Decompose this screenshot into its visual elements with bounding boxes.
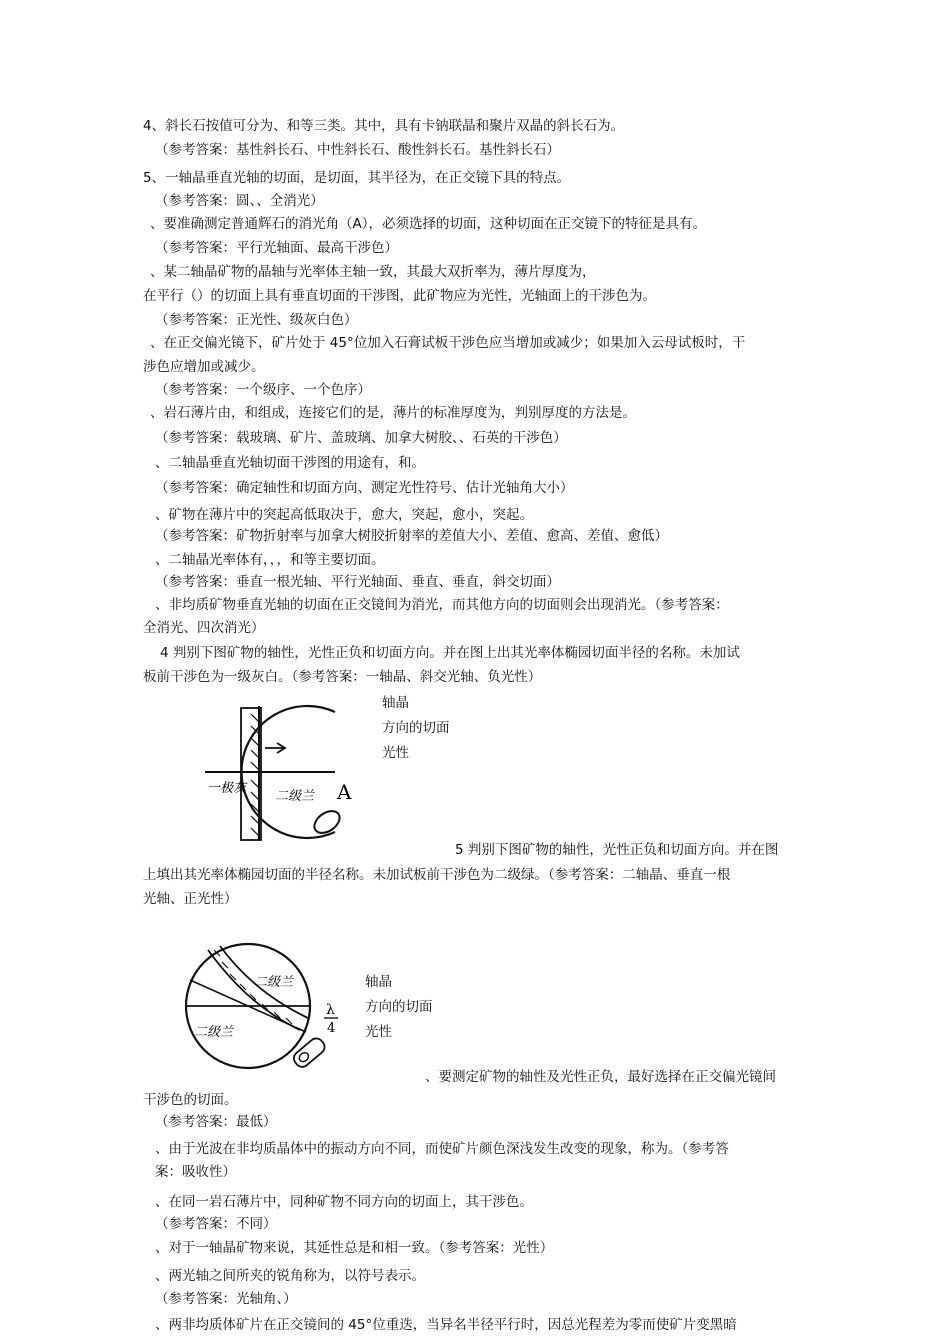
answer-line: （参考答案：不同） <box>155 1216 277 1232</box>
figure-1-letter: A <box>337 780 352 804</box>
figure-2-label-axis: 轴晶 <box>365 974 392 990</box>
question-line: 、要准确测定普通辉石的消光角（A），必须选择的切面，这种切面在正交镜下的特征是具有。 <box>150 216 706 232</box>
question-line: 、两光轴之间所夹的锐角称为，以符号表示。 <box>155 1268 425 1284</box>
answer-line: （参考答案：平行光轴面、最高干涉色） <box>155 240 398 256</box>
question-line: 在平行（）的切面上具有垂直切面的干涉图，此矿物应为光性，光轴面上的干涉色为。 <box>143 288 656 304</box>
answer-line: （参考答案：圆、、全消光） <box>155 193 324 209</box>
question-line: 、由于光波在非均质晶体中的振动方向不同，而使矿片颜色深浅发生改变的现象，称为。（参考答 <box>155 1141 729 1157</box>
question-line: 、非均质矿物垂直光轴的切面在正交镜间为消光，而其他方向的切面则会出现消光。（参考答案： <box>155 597 729 613</box>
question-figure-2: 5 判别下图矿物的轴性，光性正负和切面方向。并在图 <box>455 842 779 858</box>
handwritten-label-left: 二级兰 <box>194 1025 234 1040</box>
question-line: 光轴、正光性） <box>143 891 238 907</box>
answer-line: （参考答案：光轴角、） <box>155 1291 297 1307</box>
figure-1-label-sign: 光性 <box>382 745 409 761</box>
question-line: 、二轴晶光率体有，，，和等主要切面。 <box>155 552 385 568</box>
handwritten-label-right: 二级兰 <box>275 789 315 804</box>
question-5-uniaxial: 5、一轴晶垂直光轴的切面，是切面，其半径为，在正交镜下具的特点。 <box>143 170 571 186</box>
question-line: 、二轴晶垂直光轴切面干涉图的用途有，和。 <box>155 455 425 471</box>
answer-line: （参考答案：基性斜长石、中性斜长石、酸性斜长石。基性斜长石） <box>155 142 560 158</box>
answer-line: （参考答案：最低） <box>155 1114 277 1130</box>
figure-2-interference-diagram <box>180 940 350 1072</box>
answer-line: （参考答案：一个级序、一个色序） <box>155 382 371 398</box>
figure-2-label-section: 方向的切面 <box>365 999 433 1015</box>
figure-1-label-axis: 轴晶 <box>382 695 409 711</box>
question-line: 、岩石薄片由，和组成，连接它们的是，薄片的标准厚度为，判别厚度的方法是。 <box>150 405 636 421</box>
question-line: 、对于一轴晶矿物来说，其延性总是和相一致。（参考答案：光性） <box>155 1240 554 1256</box>
question-figure-1: 4 判别下图矿物的轴性，光性正负和切面方向。并在图上出其光率体椭园切面半径的名称。未加试 <box>160 645 740 661</box>
question-line: 涉色应增加或减少。 <box>143 359 265 375</box>
test-plate-icon <box>291 1036 327 1070</box>
question-line: 、在正交偏光镜下，矿片处于 45°位加入石膏试板干涉色应当增加或减少；如果加入云母试板时，干 <box>150 335 746 351</box>
answer-line: （参考答案：垂直一根光轴、平行光轴面、垂直、垂直，斜交切面） <box>155 574 560 590</box>
handwritten-label-top: 二级兰 <box>254 975 294 990</box>
question-4-plagioclase: 4、斜长石按值可分为、和等三类。其中，具有卡钠联晶和聚片双晶的斜长石为。 <box>143 118 625 134</box>
answer-line: （参考答案：正光性、级灰白色） <box>155 312 358 328</box>
answer-line: （参考答案：确定轴性和切面方向、测定光性符号、估计光轴角大小） <box>155 480 574 496</box>
question-line: 、矿物在薄片中的突起高低取决于，愈大，突起，愈小，突起。 <box>155 507 533 523</box>
question-line: 、两非均质体矿片在正交镜间的 45°位重迭，当异名半径平行时，因总光程差为零而使矿片变黑暗 <box>155 1317 737 1333</box>
question-line: 板前干涉色为一级灰白。（参考答案：一轴晶、斜交光轴、负光性） <box>143 669 542 685</box>
answer-line: （参考答案：载玻璃、矿片、盖玻璃、加拿大树胶、、石英的干涉色） <box>155 430 567 446</box>
figure-2-label-sign: 光性 <box>365 1024 392 1040</box>
question-line: 、要测定矿物的轴性及光性正负，最好选择在正交偏光镜间 <box>425 1069 776 1085</box>
test-plate-icon <box>310 807 343 838</box>
question-line: 案：吸收性） <box>155 1164 236 1180</box>
figure-1-interference-diagram <box>195 700 375 845</box>
question-line: 干涉色的切面。 <box>143 1092 238 1108</box>
quarter-wave-denominator: 4 <box>327 1021 336 1036</box>
question-line: 全消光、四次消光） <box>143 620 265 636</box>
quarter-wave-numerator: λ <box>326 1002 335 1018</box>
answer-line: （参考答案：矿物折射率与加拿大树胶折射率的差值大小、差值、愈高、差值、愈低） <box>155 528 668 544</box>
handwritten-label-left: 一极灰 <box>207 781 247 796</box>
question-line: 、在同一岩石薄片中，同种矿物不同方向的切面上，其干涉色。 <box>155 1194 533 1210</box>
question-line: 上填出其光率体椭园切面的半径名称。未加试板前干涉色为二级绿。（参考答案：二轴晶、垂直一根 <box>143 867 731 883</box>
figure-1-label-section: 方向的切面 <box>382 720 450 736</box>
question-line: 、某二轴晶矿物的晶轴与光率体主轴一致，其最大双折率为，薄片厚度为， <box>150 264 596 280</box>
